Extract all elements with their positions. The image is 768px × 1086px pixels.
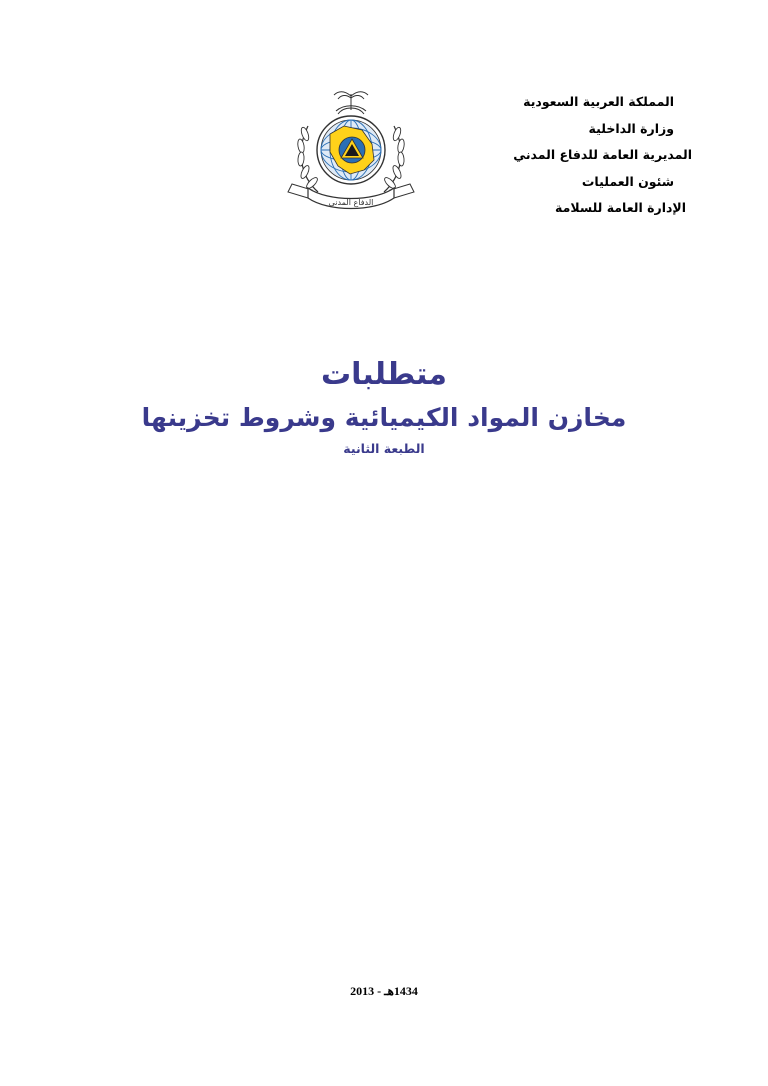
- civil-defense-emblem-icon: [278, 84, 424, 220]
- document-subtitle: مخازن المواد الكيميائية وشروط تخزينها: [141, 403, 627, 432]
- header-line-kingdom: المملكة العربية السعودية: [523, 94, 674, 109]
- publication-date: [0, 983, 768, 999]
- civil-defense-logo: [278, 84, 424, 220]
- header-line-directorate: المديرية العامة للدفاع المدني: [513, 147, 692, 162]
- header-line-ministry: وزارة الداخلية: [588, 120, 674, 136]
- ministry-header: [502, 94, 692, 227]
- header-line-operations: شئون العمليات: [581, 173, 674, 189]
- edition-label: الطبعة الثانية: [343, 441, 425, 456]
- publication-date-text: 1434هـ - 2013: [350, 984, 418, 998]
- ribbon-text: الدفاع المدني: [328, 198, 374, 207]
- document-title: متطلبات: [321, 357, 447, 392]
- header-line-safety: الإدارة العامة للسلامة: [555, 200, 686, 215]
